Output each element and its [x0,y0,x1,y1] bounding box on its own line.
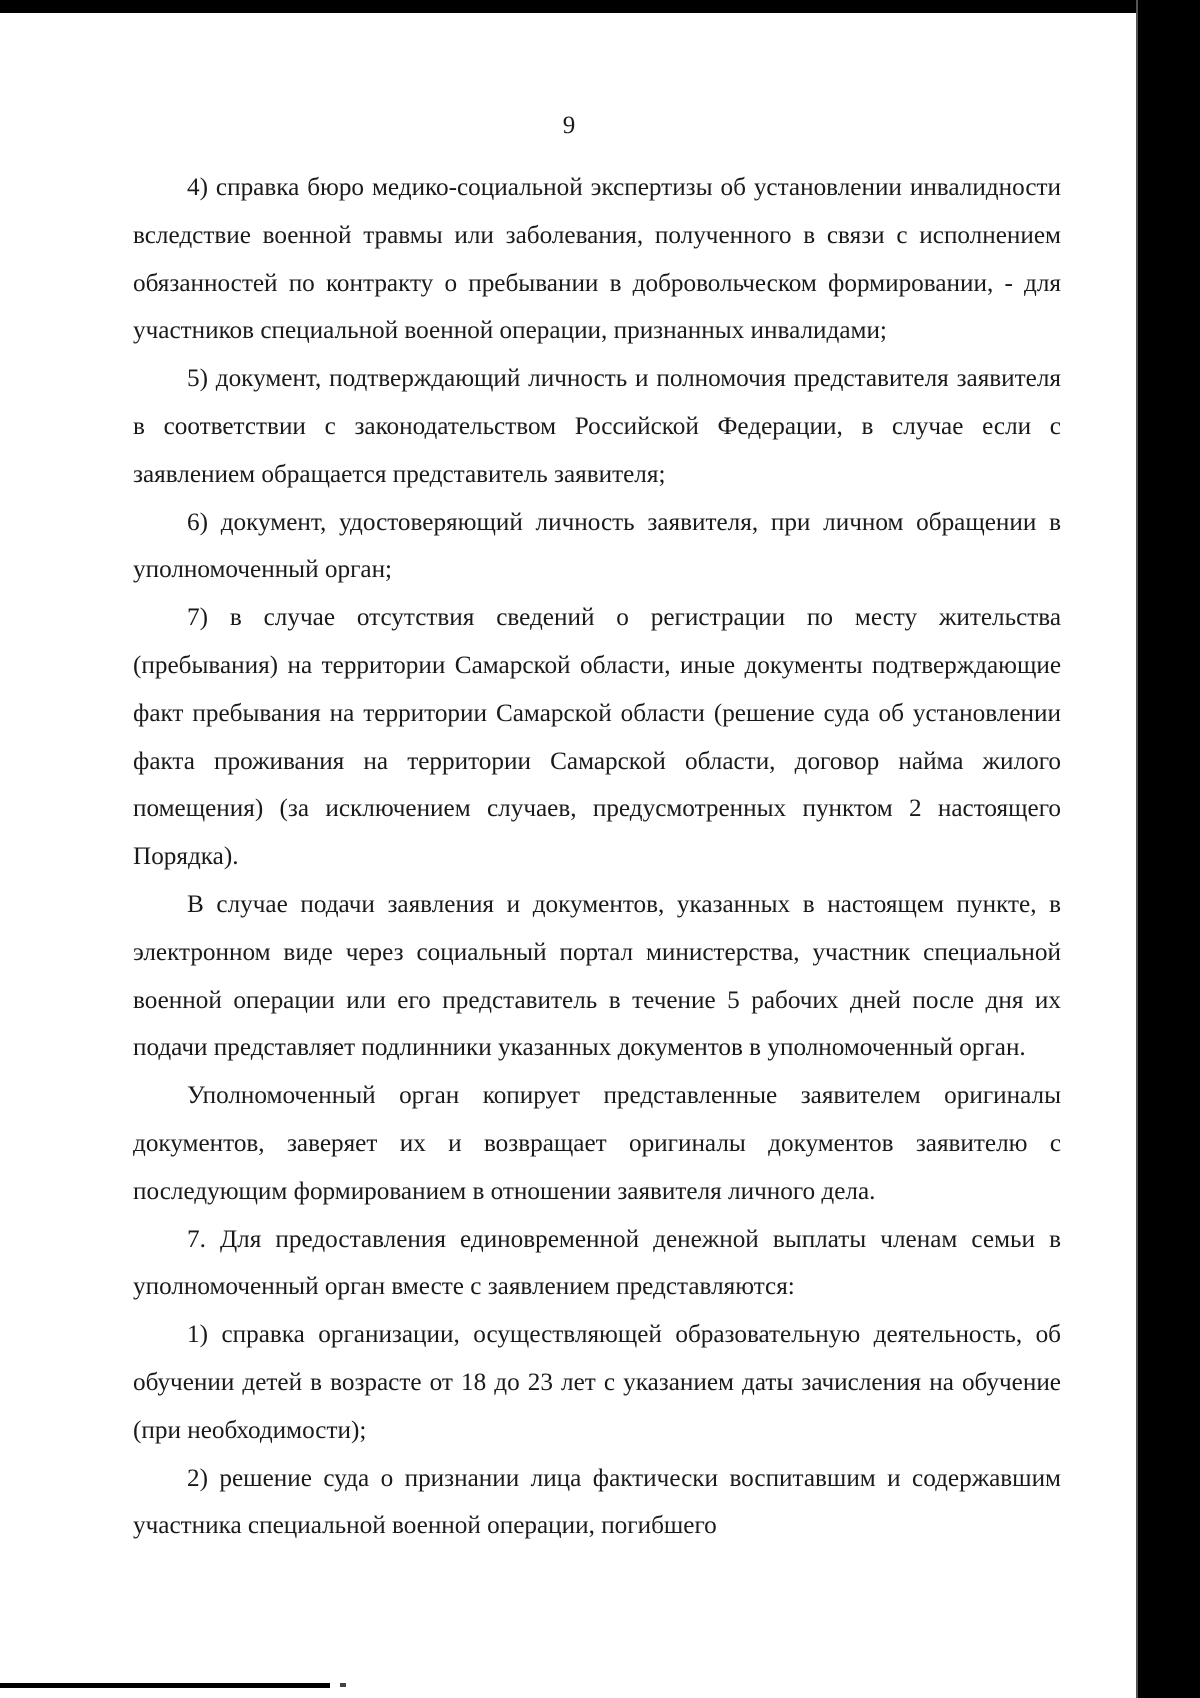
page-number: 9 [562,112,576,139]
paragraph-document-copying: Уполномоченный орган копирует представленные заявителем оригиналы документов, заверяет их и возвращает оригиналы документов заявителю с последующим формированием в отношении заявителя личного дела. [133,1082,1061,1205]
scan-border-right [1138,0,1200,1698]
scan-mark [340,1683,346,1687]
paragraph-item-1-education-certificate: 1) справка организации, осуществляющей образовательную деятельность, об обучении детей в возрасте от 18 до 23 лет с указанием даты зачисления на обучение (при необходимости); [133,1321,1061,1444]
paragraph-section-7-family-payment: 7. Для предоставления единовременной денежной выплаты членам семьи в уполномоченный орган вместе с заявлением представляются: [133,1225,1061,1301]
paragraph-item-7-residence-documents: 7) в случае отсутствия сведений о регистрации по месту жительства (пребывания) на территории Самарской области, иные документы подтверждающие факт пребывания на территории Самарской области (решение суда об установлении факта проживания на территории Самарской области, договор найма жилого помещения) (за исключением случаев, предусмотренных пунктом 2 настоящего Порядка). [133,604,1061,871]
paragraph-item-6-identity-document: 6) документ, удостоверяющий личность заявителя, при личном обращении в уполномоченный орган; [133,508,1061,584]
paragraph-item-2-court-decision: 2) решение суда о признании лица фактически воспитавшим и содержавшим участника специальной военной операции, погибшего [133,1464,1061,1540]
document-body [133,164,1061,1550]
paragraph-electronic-submission: В случае подачи заявления и документов, указанных в настоящем пункте, в электронном виде через социальный портал министерства, участник специальной военной операции или его представитель в течение 5 рабочих дней после дня их подачи представляет подлинники указанных документов в уполномоченный орган. [133,890,1061,1062]
scan-border-bottom [0,1683,330,1688]
paragraph-item-5-representative-document: 5) документ, подтверждающий личность и полномочия представителя заявителя в соответствии с законодательством Российской Федерации, в случае если с заявлением обращается представитель заявителя; [133,365,1061,488]
paragraph-item-4-disability-certificate: 4) справка бюро медико-социальной экспертизы об установлении инвалидности вследствие военной травмы или заболевания, полученного в связи с исполнением обязанностей по контракту о пребывании в добровольческом формировании, - для участников специальной военной операции, признанных инвалидами; [133,174,1061,345]
scan-border-top [0,0,1200,13]
